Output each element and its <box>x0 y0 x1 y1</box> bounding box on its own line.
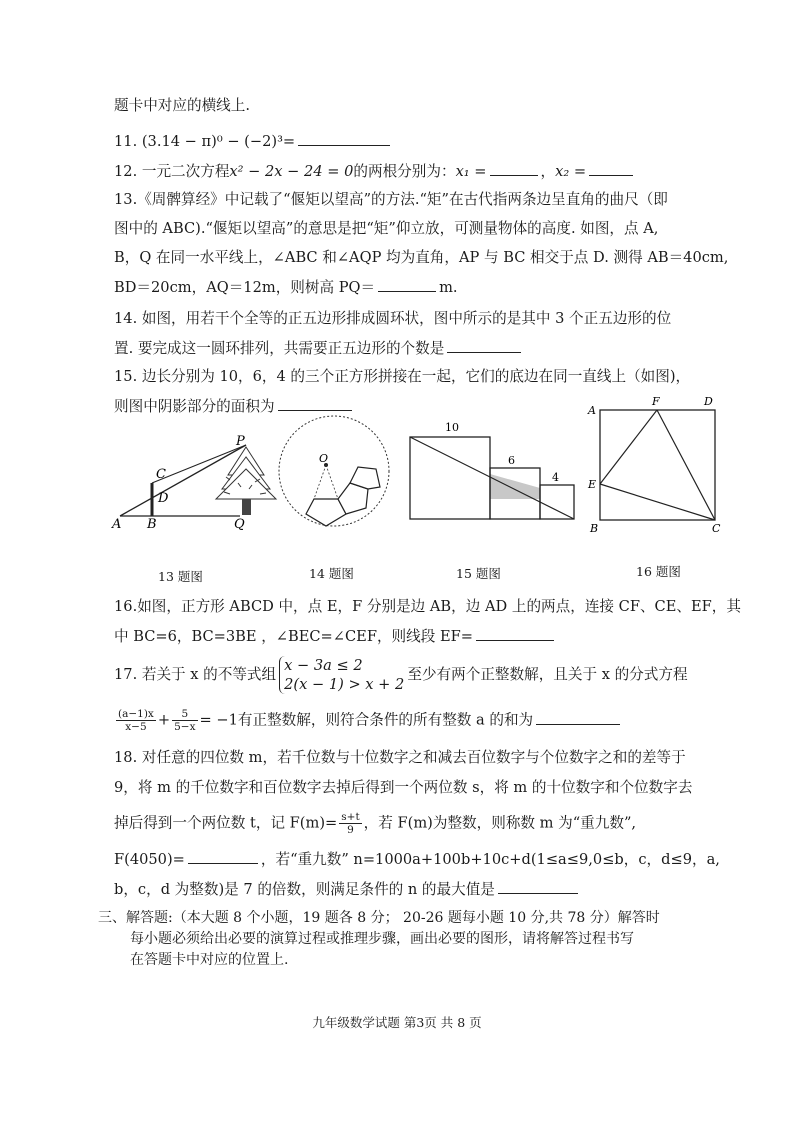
q11-answer-blank[interactable] <box>298 131 390 146</box>
fig14-label-O: O <box>319 452 329 465</box>
q14-answer-blank[interactable] <box>447 338 521 353</box>
q17-plus: + <box>157 711 171 729</box>
q17-fraction-2 <box>172 708 197 733</box>
q13-text-1: 13.《周髀算经》中记载了“偃矩以望高”的方法.“矩”在古代指两条边呈直角的曲尺（即 <box>114 191 668 208</box>
q12-text-a: 12. 一元二次方程 <box>114 163 230 180</box>
q18-frac-den: 9 <box>347 824 354 836</box>
q18-line-1 <box>114 748 686 768</box>
fig16-label-A: A <box>588 404 596 417</box>
fig13-label-B: B <box>147 517 157 532</box>
q13-text-3: B，Q 在同一水平线上，∠ABC 和∠AQP 均为直角，AP 与 BC 相交于点 D. 测得 AB＝40cm, <box>114 249 729 266</box>
q17-frac2-den: 5−x <box>174 721 196 733</box>
q17-text-1a: 17. 若关于 x 的不等式组 <box>114 666 277 683</box>
q16-line-2 <box>114 626 557 647</box>
fig16-label-B: B <box>590 522 599 535</box>
q18-text-3a: 掉后得到一个两位数 t，记 F(m)= <box>114 814 338 832</box>
fig13-label-P: P <box>236 434 245 449</box>
fig14-caption: 14 题图 <box>309 566 354 581</box>
fig16-label-D: D <box>704 395 713 408</box>
section3-line-2 <box>130 929 634 949</box>
fig13-caption: 13 题图 <box>158 569 203 584</box>
q18-line-2 <box>114 778 692 798</box>
q12-equation: x² − 2x − 24 = 0 <box>229 163 354 180</box>
fig15-caption: 15 题图 <box>456 566 501 581</box>
fig16-label-C: C <box>712 522 721 535</box>
section3-line-1 <box>98 908 660 928</box>
q18-text-3b: ，若 F(m)为整数，则称数 m 为“重九数”, <box>363 814 637 832</box>
fig15-label-10: 10 <box>445 421 459 434</box>
q18-text-5: b，c，d 为整数)是 7 的倍数，则满足条件的 n 的最大值是 <box>114 881 495 898</box>
q12-x2: x₂ = <box>555 163 587 180</box>
figures-row <box>100 395 740 545</box>
fig13-label-Q: Q <box>234 517 245 532</box>
q13-unit: m. <box>439 279 458 296</box>
q17-frac1-num: (a−1)x <box>118 708 154 720</box>
q18-text-4b: ，若“重九数” n=1000a+100b+10c+d(1≤a≤9,0≤b，c，d≤9，a, <box>260 851 720 868</box>
intro-line <box>114 96 250 116</box>
fig15-label-6: 6 <box>508 454 515 467</box>
q17-frac2-num: 5 <box>172 708 197 721</box>
q13-text-4: BD＝20cm，AQ＝12m，则树高 PQ＝ <box>114 279 376 296</box>
q13-text-2: 图中的 ABC).“偃矩以望高”的意思是把“矩”仰立放，可测量物体的高度. 如图，点 A, <box>114 220 659 237</box>
q12-text-c: 的两根分别为： <box>353 163 456 180</box>
q17-answer-blank[interactable] <box>536 710 620 725</box>
q17-inequality-1: x − 3a ≤ 2 <box>284 657 363 674</box>
q17-line-1 <box>114 656 688 694</box>
fig16-label-E: E <box>588 478 597 491</box>
q14-line-2 <box>114 338 524 359</box>
section3-line-3 <box>130 950 288 970</box>
q18-text-4a: F(4050)= <box>114 851 185 868</box>
q18-text-2: 9，将 m 的千位数字和百位数字去掉后得到一个两位数 s，将 m 的十位数字和个位数字去 <box>114 779 693 796</box>
q17-fraction-1 <box>116 708 156 733</box>
q13-line-3 <box>114 248 728 268</box>
q18-line-5 <box>114 879 581 900</box>
q13-line-2 <box>114 219 658 239</box>
q12-x2-blank[interactable] <box>589 161 633 176</box>
fig15-label-4: 4 <box>552 471 559 484</box>
section3-text-2: 每小题必须给出必要的演算过程或推理步骤，画出必要的图形，请将解答过程书写 <box>130 931 634 947</box>
q17-text-1b: 至少有两个正整数解，且关于 x 的分式方程 <box>407 666 688 683</box>
q16-text-1: 16.如图，正方形 ABCD 中，点 E，F 分别是边 AB，边 AD 上的两点，连接 CF、CE、EF，其 <box>114 598 741 615</box>
fig16-diagram <box>587 395 721 535</box>
q12-x1: x₁ = <box>455 163 487 180</box>
q18-line-3 <box>114 811 636 836</box>
fig13-label-C: C <box>156 467 166 482</box>
q18-f4050-blank[interactable] <box>188 849 258 864</box>
question-11 <box>114 131 393 152</box>
q16-line-1 <box>114 597 741 617</box>
fig14-diagram <box>279 416 389 526</box>
q15-text-2: 则图中阴影部分的面积为 <box>114 398 275 415</box>
section3-text-3: 在答题卡中对应的位置上. <box>130 952 289 968</box>
q16-answer-blank[interactable] <box>476 626 554 641</box>
q17-line-2 <box>114 708 623 733</box>
q13-answer-blank[interactable] <box>378 277 436 292</box>
q15-text-1: 15. 边长分别为 10，6，4 的三个正方形拼接在一起，它们的底边在同一直线上（如图)， <box>114 368 691 385</box>
q18-answer-blank[interactable] <box>498 879 578 894</box>
fig13-diagram <box>111 434 276 532</box>
fig13-label-A: A <box>112 517 122 532</box>
q18-line-4 <box>114 849 720 870</box>
q12-sep: ， <box>540 163 556 180</box>
q15-line-1 <box>114 367 690 387</box>
q13-line-4 <box>114 277 458 298</box>
q11-text: 11. (3.14 − π)⁰ − (−2)³= <box>114 133 296 150</box>
q18-text-1: 18. 对任意的四位数 m，若千位数与十位数字之和减去百位数字与个位数字之和的差等于 <box>114 749 686 766</box>
fig16-label-F: F <box>652 395 660 408</box>
q16-text-2: 中 BC=6，BC=3BE ，∠BEC=∠CEF，则线段 EF= <box>114 628 473 645</box>
q14-text-1: 14. 如图，用若干个全等的正五边形排成圆环状，图中所示的是其中 3 个正五边形的位 <box>114 310 672 327</box>
page-footer: 九年级数学试题 第3页 共 8 页 <box>312 1015 482 1030</box>
q17-frac1-den: x−5 <box>125 721 147 733</box>
q14-line-1 <box>114 309 671 329</box>
q18-frac-num: s+t <box>341 811 360 823</box>
intro-text: 题卡中对应的横线上. <box>114 97 250 114</box>
q17-text-2: = −1有正整数解，则符合条件的所有整数 a 的和为 <box>199 711 534 729</box>
fig13-label-D: D <box>158 491 169 506</box>
section3-text-1: 三、解答题:（本大题 8 个小题，19 题各 8 分； 20-26 题每小题 10 分,共 78 分）解答时 <box>98 910 660 926</box>
q13-line-1 <box>114 190 668 210</box>
q18-fraction <box>339 811 361 836</box>
q17-inequality-2: 2(x − 1) > x + 2 <box>284 676 405 693</box>
question-12 <box>114 161 636 182</box>
q14-text-2: 置. 要完成这一圆环排列，共需要正五边形的个数是 <box>114 340 445 357</box>
q17-inequality-system <box>279 656 404 694</box>
q12-x1-blank[interactable] <box>490 161 538 176</box>
fig16-caption: 16 题图 <box>636 564 681 579</box>
fig15-diagram <box>410 421 574 519</box>
